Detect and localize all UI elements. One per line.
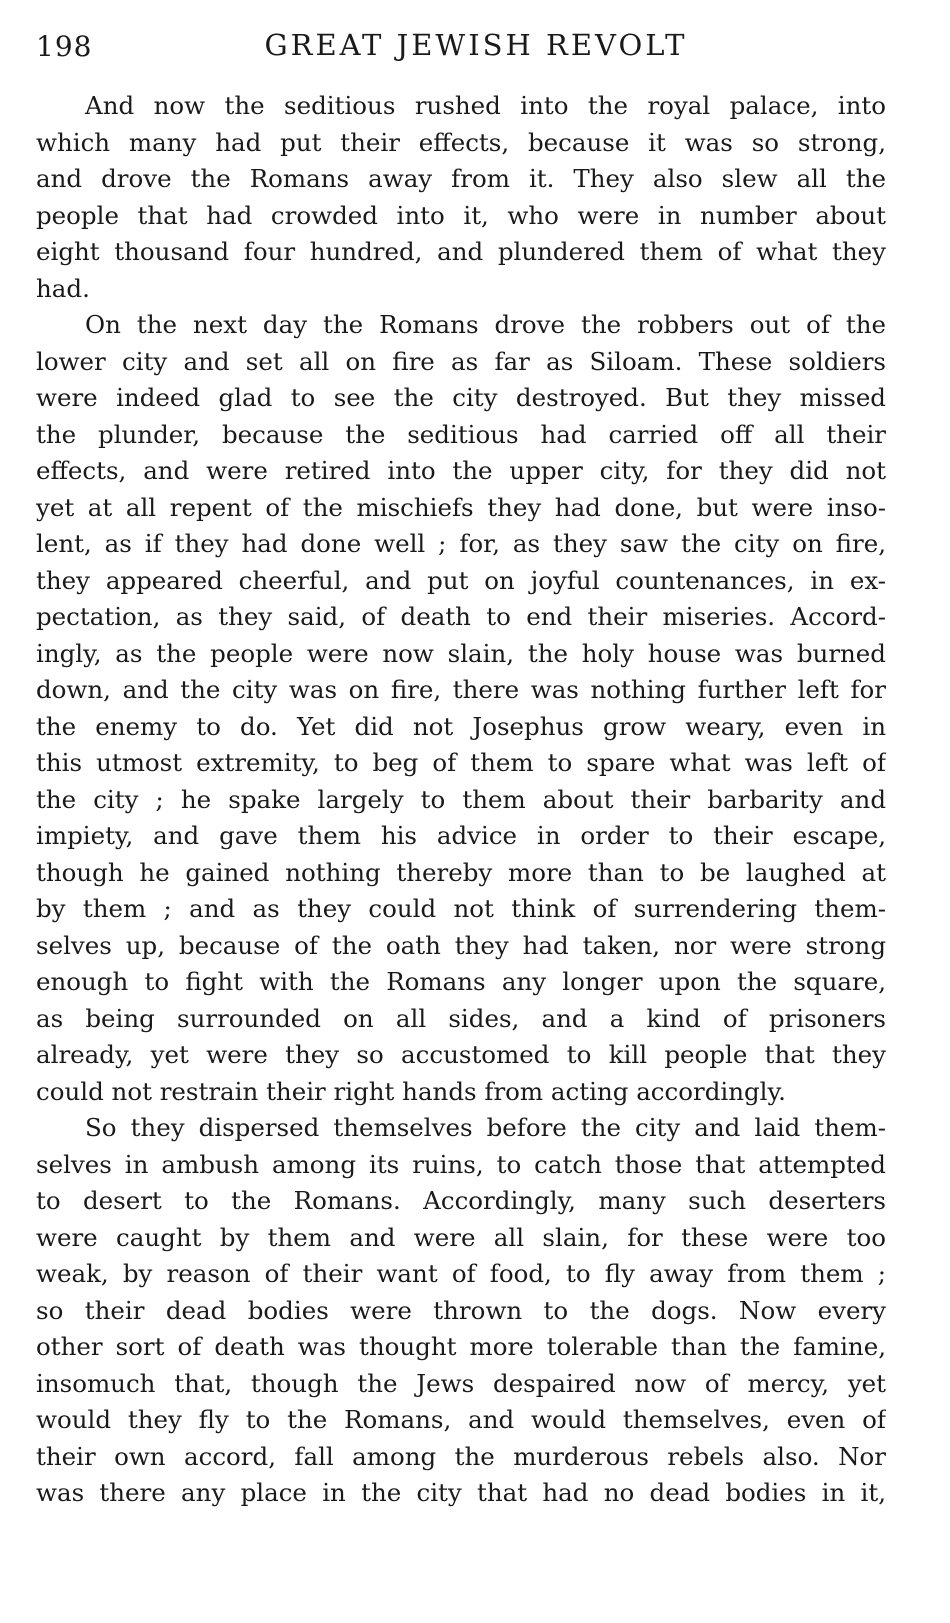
text-line: to desert to the Romans. Accordingly, many such deserters	[36, 1186, 886, 1215]
running-head	[36, 24, 916, 64]
text-line: So they dispersed themselves before the city and laid them-	[85, 1113, 886, 1142]
text-line: selves up, because of the oath they had taken, nor were strong	[36, 930, 886, 960]
text-line: by them ; and as they could not think of surrendering them-	[36, 894, 886, 923]
text-line: this utmost extremity, to beg of them to spare what was left of	[36, 748, 886, 777]
text-line: yet at all repent of the mischiefs they had done, but were inso-	[36, 492, 886, 522]
text-line: ingly, as the people were now slain, the holy house was burned	[36, 638, 886, 668]
text-line: already, yet were they so accustomed to kill people that they	[36, 1040, 886, 1069]
text-line: And now the seditious rushed into the royal palace, into	[85, 91, 886, 120]
text-line: as being surrounded on all sides, and a kind of prisoners	[36, 1003, 886, 1033]
paragraph	[36, 88, 886, 307]
paragraph	[36, 307, 886, 1110]
text-line: so their dead bodies were thrown to the dogs. Now every	[36, 1295, 886, 1325]
paragraph	[36, 1110, 886, 1512]
text-line: people that had crowded into it, who were in number about	[36, 200, 886, 230]
text-line: eight thousand four hundred, and plundered them of what they	[36, 237, 886, 266]
text-line: though he gained nothing thereby more than to be laughed at	[36, 857, 886, 887]
text-line: lower city and set all on fire as far as Siloam. These soldiers	[36, 346, 886, 376]
text-line: impiety, and gave them his advice in order to their escape,	[36, 821, 886, 850]
text-line: On the next day the Romans drove the robbers out of the	[85, 310, 886, 339]
text-line: enough to fight with the Romans any longer upon the square,	[36, 967, 886, 996]
text-line: insomuch that, though the Jews despaired now of mercy, yet	[36, 1368, 886, 1398]
text-line: were indeed glad to see the city destroyed. But they missed	[36, 383, 886, 412]
text-line: the plunder, because the seditious had carried off all their	[36, 419, 886, 449]
text-line: would they fly to the Romans, and would themselves, even of	[36, 1405, 886, 1434]
text-line: weak, by reason of their want of food, to fly away from them ;	[36, 1259, 886, 1288]
text-line: other sort of death was thought more tolerable than the famine,	[36, 1332, 886, 1361]
text-line: pectation, as they said, of death to end their miseries. Accord-	[36, 602, 886, 631]
text-line: which many had put their effects, because it was so strong,	[36, 127, 886, 157]
text-line: was there any place in the city that had no dead bodies in it,	[36, 1478, 886, 1507]
text-line: could not restrain their right hands from acting accordingly.	[36, 1076, 786, 1106]
text-line: their own accord, fall among the murderous rebels also. Nor	[36, 1441, 886, 1471]
text-line: were caught by them and were all slain, for these were too	[36, 1222, 886, 1252]
text-line: lent, as if they had done well ; for, as they saw the city on fire,	[36, 529, 886, 558]
text-line: effects, and were retired into the upper city, for they did not	[36, 456, 886, 485]
text-line: had.	[36, 273, 90, 303]
text-line: down, and the city was on fire, there was nothing further left for	[36, 675, 886, 704]
text-line: the enemy to do. Yet did not Josephus grow weary, even in	[36, 711, 886, 741]
text-line: and drove the Romans away from it. They also slew all the	[36, 164, 886, 193]
text-line: they appeared cheerful, and put on joyful countenances, in ex-	[36, 565, 886, 595]
page-number: 198	[36, 30, 93, 63]
body-text	[36, 88, 886, 1512]
text-line: the city ; he spake largely to them about their barbarity and	[36, 784, 886, 814]
text-line: selves in ambush among its ruins, to catch those that attempted	[36, 1149, 886, 1179]
running-title: GREAT JEWISH REVOLT	[264, 28, 688, 62]
